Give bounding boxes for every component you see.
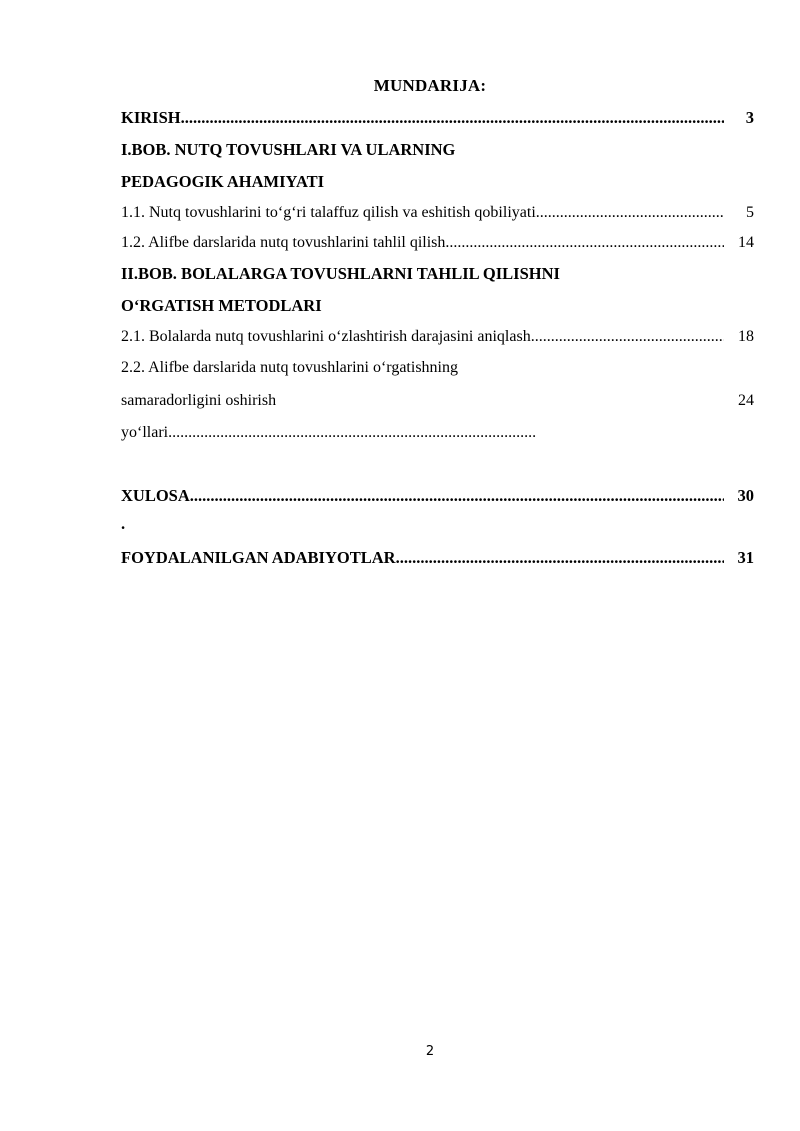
toc-entry-label: KIRISH bbox=[121, 108, 181, 127]
toc-entry-label: 1.2. Alifbe darslarida nutq tovushlarini tahlil qilish bbox=[121, 234, 446, 251]
toc-entry-label: yo‘llari bbox=[121, 424, 169, 441]
toc-entry-kirish[interactable] bbox=[121, 108, 754, 132]
dot-leader bbox=[190, 486, 724, 506]
toc-entry-page: 5 bbox=[746, 204, 754, 221]
chapter-1-heading-line2[interactable]: PEDAGOGIK AHAMIYATI bbox=[121, 172, 325, 191]
chapter-2-heading-line2[interactable]: O‘RGATISH METODLARI bbox=[121, 296, 322, 315]
page-number: 2 bbox=[425, 1044, 435, 1059]
toc-entry-page: 31 bbox=[737, 548, 754, 567]
toc-entry-xulosa[interactable] bbox=[121, 486, 754, 510]
toc-entry-adabiyotlar[interactable] bbox=[121, 548, 754, 572]
toc-entry-1-2[interactable] bbox=[121, 234, 754, 258]
toc-entry-page: 30 bbox=[737, 486, 754, 505]
chapter-1-heading-line1[interactable]: I.BOB. NUTQ TOVUSHLARI VA ULARNING bbox=[121, 140, 456, 159]
dot-leader bbox=[531, 328, 724, 346]
dot-leader bbox=[396, 548, 724, 568]
toc-title: MUNDARIJA: bbox=[373, 76, 487, 95]
toc-entry-2-2-line1[interactable]: 2.2. Alifbe darslarida nutq tovushlarini o‘rgatishning bbox=[121, 359, 458, 376]
dot-leader bbox=[168, 424, 536, 442]
toc-entry-label: 1.1. Nutq tovushlarini to‘g‘ri talaffuz qilish va eshitish qobiliyati bbox=[121, 204, 536, 221]
toc-entry-page: 3 bbox=[745, 108, 754, 127]
dot-leader bbox=[445, 234, 724, 252]
toc-entry-page: 18 bbox=[738, 328, 754, 345]
toc-entry-1-1[interactable] bbox=[121, 204, 754, 228]
toc-entry-label: FOYDALANILGAN ADABIYOTLAR bbox=[121, 548, 396, 567]
dot-leader bbox=[181, 108, 724, 128]
toc-entry-2-2-page: 24 bbox=[738, 392, 754, 409]
toc-entry-label: 2.1. Bolalarda nutq tovushlarini o‘zlashtirish darajasini aniqlash bbox=[121, 328, 531, 345]
toc-entry-2-2-line2[interactable]: samaradorligini oshirish bbox=[121, 392, 277, 409]
toc-entry-2-1[interactable] bbox=[121, 328, 754, 352]
toc-entry-page: 14 bbox=[738, 234, 754, 251]
toc-entry-2-2-line3[interactable] bbox=[121, 424, 536, 448]
stray-period: . bbox=[121, 514, 126, 533]
dot-leader bbox=[536, 204, 724, 222]
chapter-2-heading-line1[interactable]: II.BOB. BOLALARGA TOVUSHLARNI TAHLIL QILISHNI bbox=[121, 264, 560, 283]
toc-entry-label: XULOSA bbox=[121, 486, 190, 505]
